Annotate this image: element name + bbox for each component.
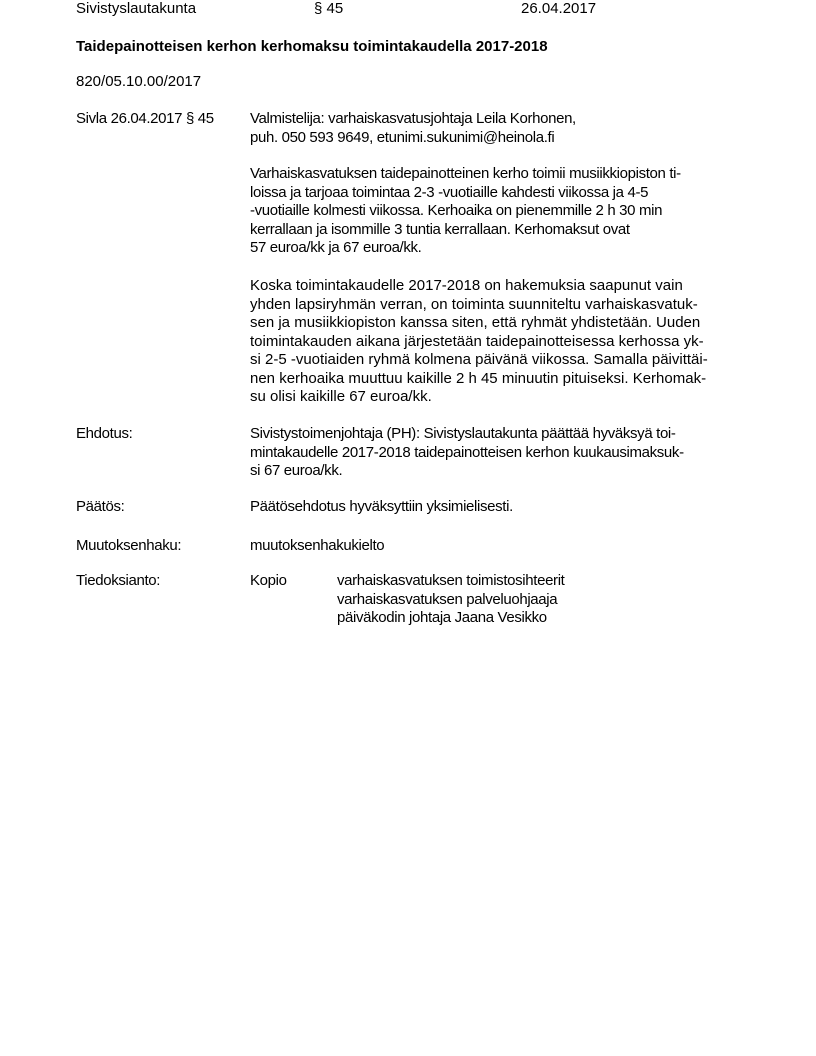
proposal-label: Ehdotus: [76, 425, 133, 442]
paragraph-line: 57 euroa/kk ja 67 euroa/kk. [250, 239, 422, 256]
appeal-text: muutoksenhakukielto [250, 537, 385, 554]
paragraph-line: Koska toimintakaudelle 2017-2018 on hakemuksia saapunut vain [250, 277, 683, 294]
appeal-label: Muutoksenhaku: [76, 537, 182, 554]
recipient-item: päiväkodin johtaja Jaana Vesikko [337, 609, 547, 626]
paragraph-line: sen ja musiikkiopiston kanssa siten, että ryhmät yhdistetään. Uuden [250, 314, 701, 331]
header-committee: Sivistyslautakunta [76, 0, 197, 17]
record-number: 820/05.10.00/2017 [76, 73, 202, 90]
paragraph-line: nen kerhoaika muuttuu kaikille 2 h 45 minuutin pituiseksi. Kerhomak- [250, 369, 707, 387]
recipient-item: varhaiskasvatuksen toimistosihteerit [337, 572, 565, 589]
proposal-line: Sivistystoimenjohtaja (PH): Sivistyslautakunta päättää hyväksyä toi- [250, 425, 676, 442]
paragraph-line: si 2-5 -vuotiaiden ryhmä kolmena päivänä viikossa. Samalla päivittäi- [250, 351, 708, 368]
paragraph-line: yhden lapsiryhmän verran, on toiminta suunniteltu varhaiskasvatuk- [250, 295, 698, 313]
paragraph-line: loissa ja tarjoaa toimintaa 2-3 -vuotiaille kahdesti viikossa ja 4-5 [250, 183, 649, 201]
preparer-block [250, 110, 576, 147]
header-section: § 45 [314, 0, 344, 17]
proposal-line: si 67 euroa/kk. [250, 462, 343, 479]
paragraph-line: Varhaiskasvatuksen taidepainotteinen kerho toimii musiikkiopiston ti- [250, 165, 681, 182]
paragraph-change [250, 277, 708, 407]
proposal-line: mintakaudelle 2017-2018 taidepainotteisen kerhon kuukausimaksuk- [250, 443, 684, 461]
decision-label: Päätös: [76, 498, 125, 515]
header-date: 26.04.2017 [521, 0, 597, 17]
paragraph-line: kerrallaan ja isommille 3 tuntia kerrallaan. Kerhomaksut ovat [250, 220, 630, 238]
paragraph-background [250, 165, 681, 258]
paragraph-line: su olisi kaikille 67 euroa/kk. [250, 388, 432, 405]
paragraph-line: toimintakauden aikana järjestetään taidepainotteisessa kerhossa yk- [250, 332, 704, 350]
paragraph-line: -vuotiaille kolmesti viikossa. Kerhoaika on pienemmille 2 h 30 min [250, 202, 663, 219]
decision-text: Päätösehdotus hyväksyttiin yksimielisesti. [250, 498, 513, 515]
recipient-item: varhaiskasvatuksen palveluohjaaja [337, 590, 558, 608]
proposal-text [250, 425, 684, 481]
copy-label: Kopio [250, 572, 287, 589]
meeting-reference: Sivla 26.04.2017 § 45 [76, 110, 214, 127]
preparer-contact: puh. 050 593 9649, etunimi.sukunimi@heinola.fi [250, 128, 555, 146]
document-title: Taidepainotteisen kerhon kerhomaksu toimintakaudella 2017-2018 [76, 38, 548, 55]
preparer-line: Valmistelija: varhaiskasvatusjohtaja Leila Korhonen, [250, 110, 576, 127]
notification-label: Tiedoksianto: [76, 572, 161, 589]
recipient-list [337, 572, 565, 628]
